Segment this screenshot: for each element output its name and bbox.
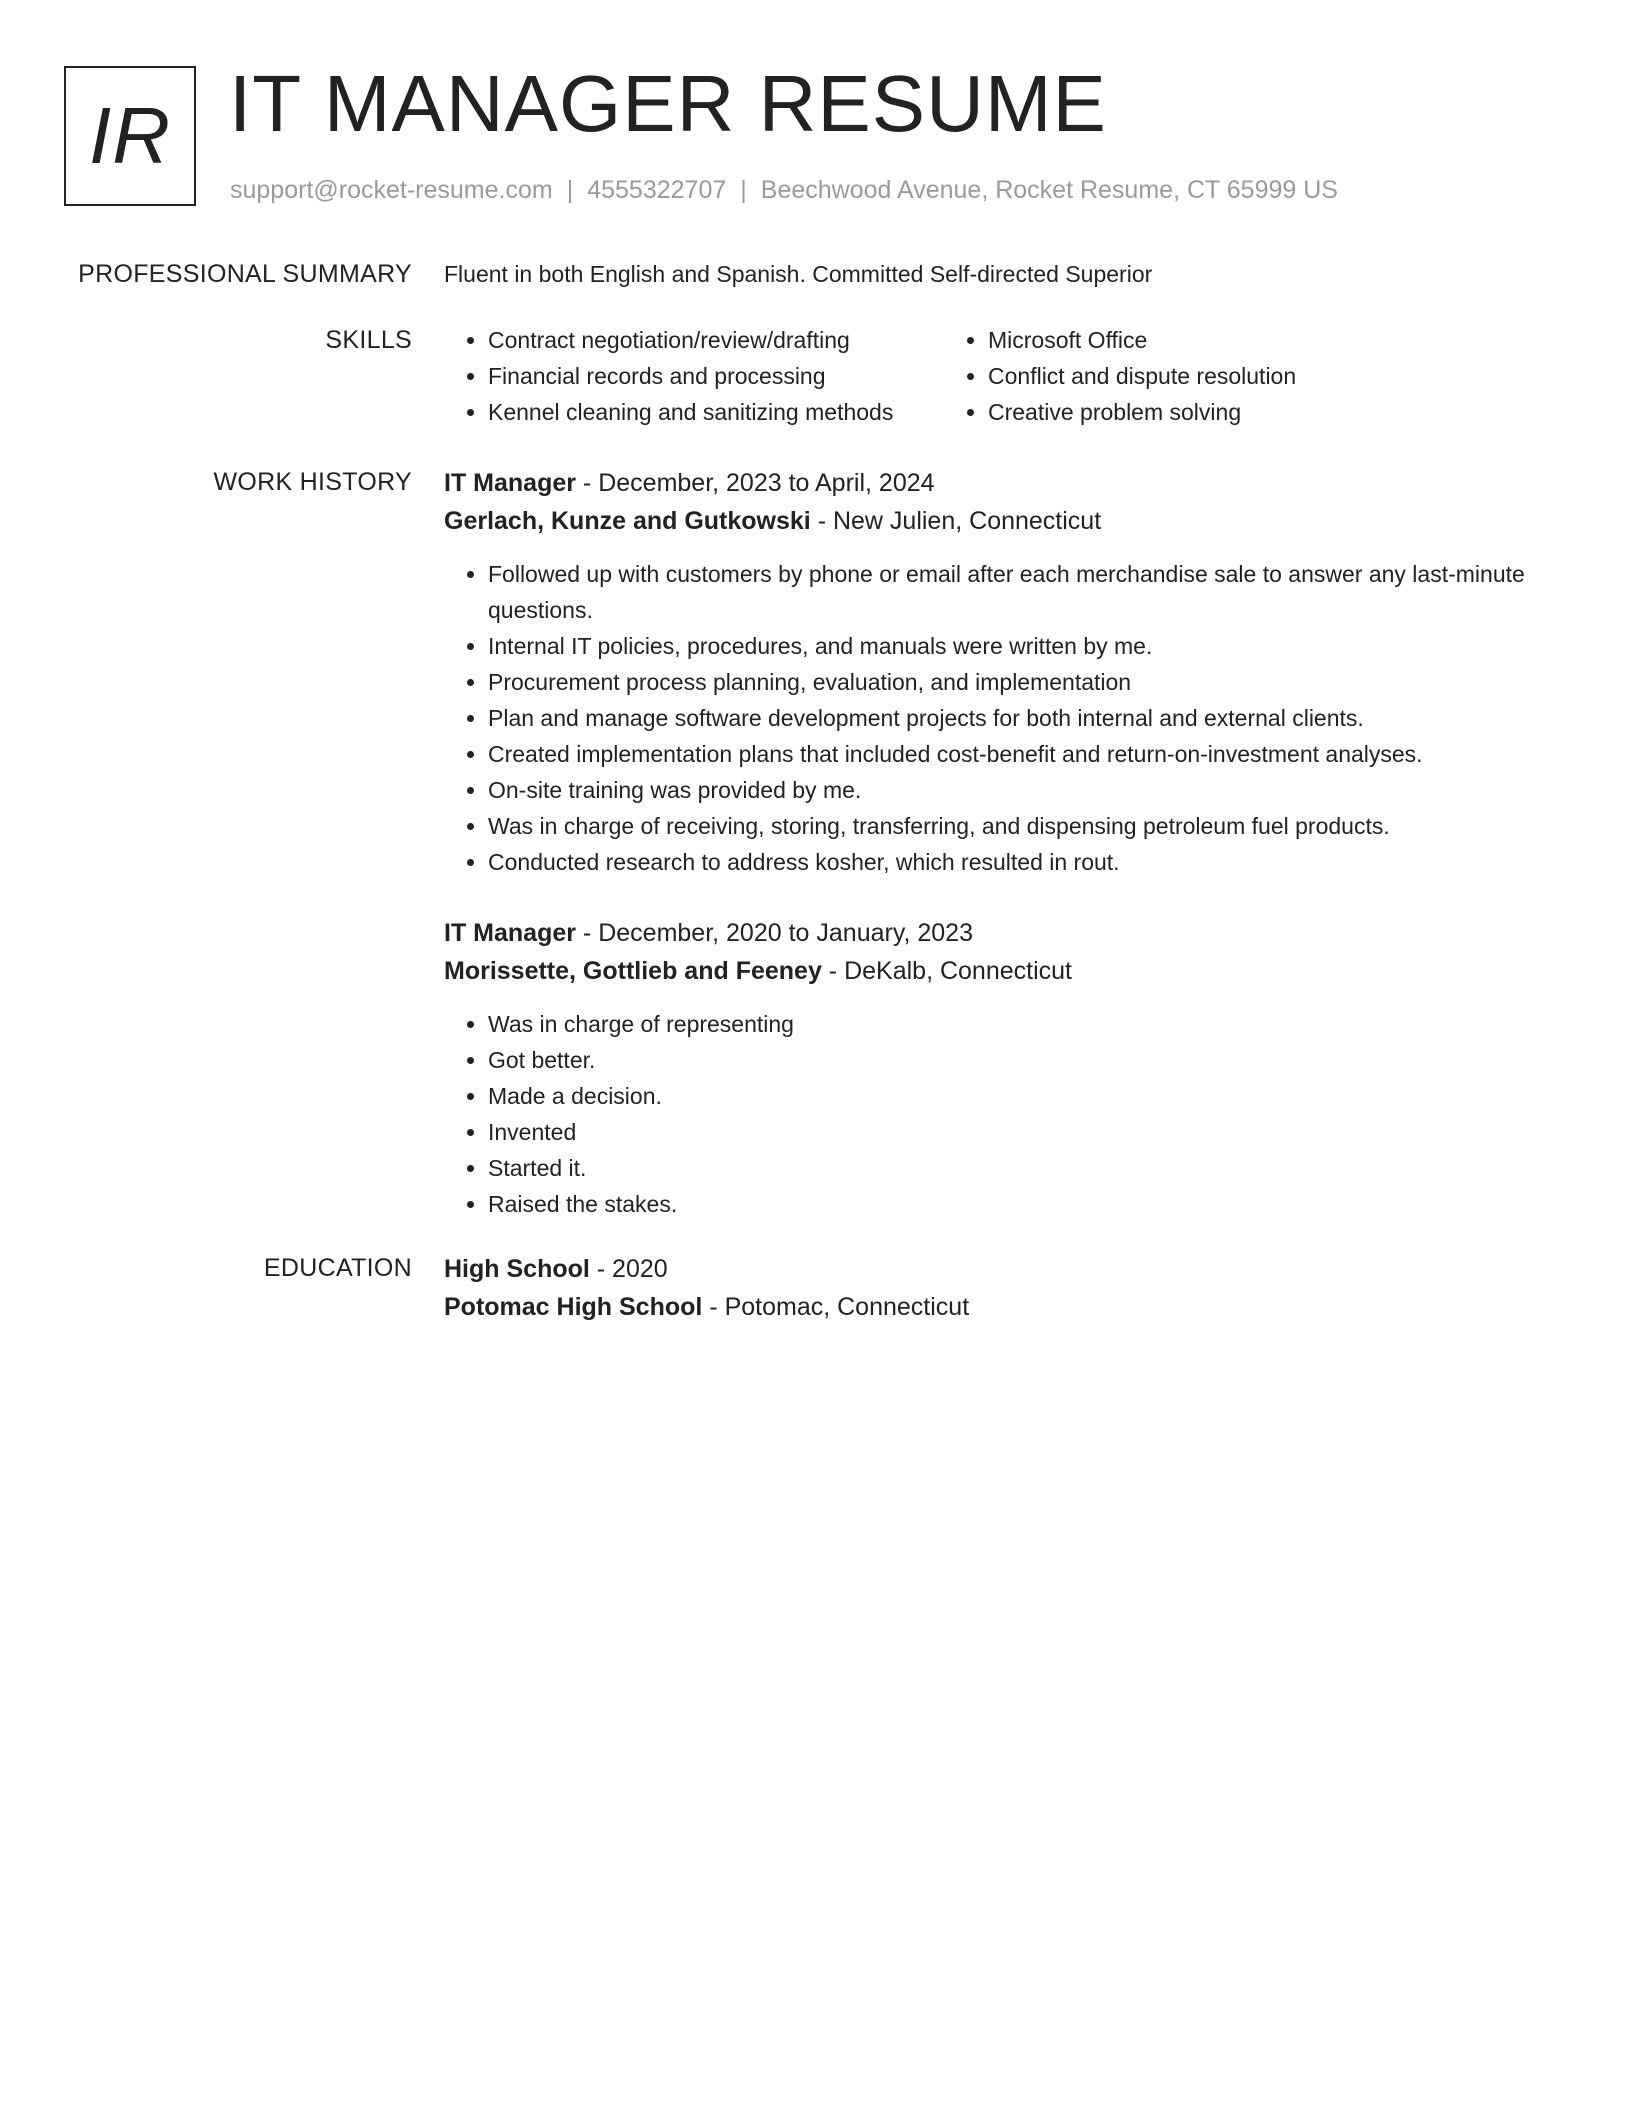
job-bullet: • Started it. — [488, 1150, 1544, 1186]
skills-heading: SKILLS — [325, 326, 412, 354]
skills-list-right — [944, 322, 1488, 430]
job-bullet: • Created implementation plans that included cost-benefit and return-on-investment analyses. — [488, 736, 1544, 772]
summary-heading: PROFESSIONAL SUMMARY — [78, 260, 412, 288]
skill-item: • Financial records and processing — [488, 358, 988, 394]
contact-phone: 4555322707 — [587, 176, 727, 204]
job-title: IT Manager — [444, 469, 576, 497]
skill-item: • Microsoft Office — [988, 322, 1488, 358]
education-year: - 2020 — [589, 1255, 668, 1283]
work-history-heading: WORK HISTORY — [213, 468, 412, 496]
resume-title: IT MANAGER RESUME — [229, 59, 1107, 148]
job-dates: - December, 2020 to January, 2023 — [575, 919, 973, 947]
job-bullet: • Got better. — [488, 1042, 1544, 1078]
job-location: - New Julien, Connecticut — [810, 507, 1102, 535]
job-bullet: • Internal IT policies, procedures, and manuals were written by me. — [488, 628, 1544, 664]
summary-body — [444, 258, 1544, 290]
education-school: Potomac High School — [444, 1293, 703, 1321]
job-dates: - December, 2023 to April, 2024 — [575, 469, 935, 497]
skills-list-left — [444, 322, 988, 430]
job-bullet: • Was in charge of receiving, storing, transferring, and dispensing petroleum fuel products. — [488, 808, 1544, 844]
skills-body — [444, 322, 1544, 430]
job-company-line — [444, 952, 1544, 990]
skill-item: • Conflict and dispute resolution — [988, 358, 1488, 394]
job-bullet: • Made a decision. — [488, 1078, 1544, 1114]
contact-address: Beechwood Avenue, Rocket Resume, CT 65999 US — [760, 176, 1338, 204]
contact-email: support@rocket-resume.com — [230, 176, 553, 204]
job-bullet: • Conducted research to address kosher, which resulted in rout. — [488, 844, 1544, 880]
job-company: Morissette, Gottlieb and Feeney — [444, 957, 822, 985]
contact-separator: | — [566, 176, 574, 204]
job-bullets — [444, 556, 1544, 880]
job-location: - DeKalb, Connecticut — [821, 957, 1072, 985]
education-body — [444, 1250, 1544, 1326]
job-company-line — [444, 502, 1544, 540]
job-bullet: • Plan and manage software development projects for both internal and external clients. — [488, 700, 1544, 736]
education-degree-line — [444, 1250, 1544, 1288]
contact-separator: | — [740, 176, 747, 204]
job-bullet: • Raised the stakes. — [488, 1186, 1544, 1222]
job-title-line — [444, 464, 1544, 502]
job-bullet: • Was in charge of representing — [488, 1006, 1544, 1042]
education-degree: High School — [444, 1255, 590, 1283]
skill-item: • Creative problem solving — [988, 394, 1488, 430]
job-entry — [444, 914, 1544, 1222]
skill-item: • Kennel cleaning and sanitizing methods — [488, 394, 988, 430]
job-company: Gerlach, Kunze and Gutkowski — [444, 507, 811, 535]
work-history-body — [444, 464, 1544, 1222]
skills-grid — [444, 322, 1544, 430]
job-entry — [444, 464, 1544, 880]
education-heading: EDUCATION — [263, 1254, 412, 1282]
job-bullets — [444, 1006, 1544, 1222]
job-bullet: • On-site training was provided by me. — [488, 772, 1544, 808]
contact-line — [230, 174, 1338, 206]
job-title-line — [444, 914, 1544, 952]
job-bullet: • Procurement process planning, evaluation, and implementation — [488, 664, 1544, 700]
education-school-line — [444, 1288, 1544, 1326]
skill-item: • Contract negotiation/review/drafting — [488, 322, 988, 358]
monogram-logo: IR — [64, 66, 196, 206]
education-location: - Potomac, Connecticut — [702, 1293, 970, 1321]
job-bullet: • Invented — [488, 1114, 1544, 1150]
summary-text: Fluent in both English and Spanish. Committed Self-directed Superior — [444, 261, 1153, 287]
job-bullet: • Followed up with customers by phone or email after each merchandise sale to answer any last-minute questions. — [488, 556, 1544, 628]
job-title: IT Manager — [444, 919, 576, 947]
